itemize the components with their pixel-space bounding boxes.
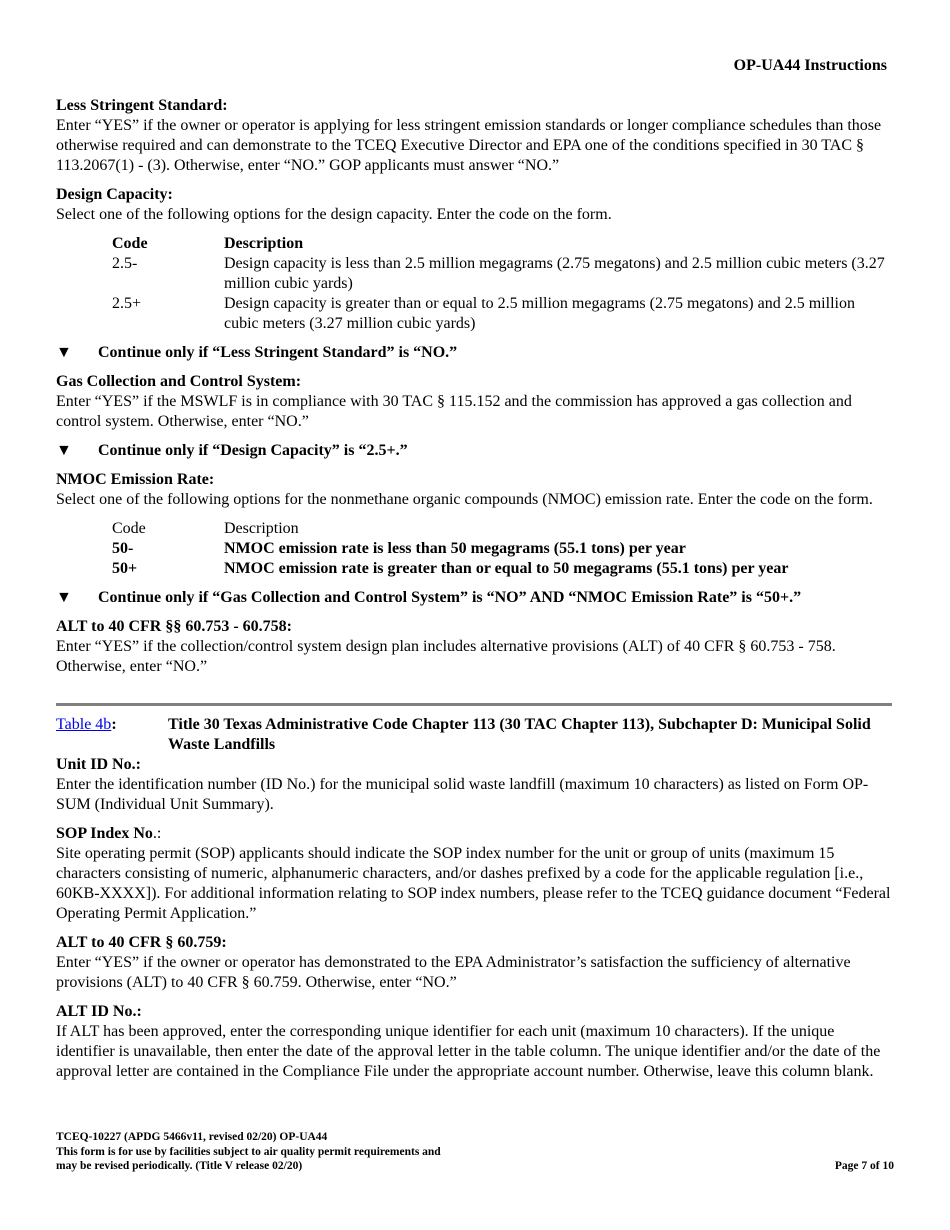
- code-cell: 2.5-: [112, 255, 138, 272]
- section-title: Design Capacity:: [56, 186, 173, 203]
- page-content: [56, 96, 892, 1082]
- section-gas-collection: [56, 372, 892, 432]
- table-header-row: [112, 234, 892, 254]
- table-header-row: [112, 519, 892, 539]
- column-header-description: Description: [224, 235, 304, 252]
- section-body: Site operating permit (SOP) applicants should indicate the SOP index number for the unit or group of units (maximum 15 characters consisting of numeric, alphanumeric characters, and/or dashes prefixed by a code for the applicable regulation [i.e., 60KB-XXXX]). For additional information relating to SOP index numbers, please refer to the TCEQ guidance document “Federal Operating Permit Application.”: [56, 845, 891, 922]
- section-sop-index: [56, 824, 892, 924]
- column-header-code: Code: [112, 235, 148, 252]
- section-body: If ALT has been approved, enter the corresponding unique identifier for each unit (maximum 10 characters). If the unique identifier is unavailable, then enter the date of the approval letter in the table column. The unique identifier and/or the date of the approval letter are contained in the Compliance File under the appropriate account number. Otherwise, leave this column blank.: [56, 1023, 881, 1080]
- column-header-description: Description: [224, 520, 299, 537]
- down-triangle-icon: ▼: [56, 589, 72, 606]
- section-body: Enter “YES” if the MSWLF is in compliance with 30 TAC § 115.152 and the commission has approved a gas collection and control system. Otherwise, enter “NO.”: [56, 393, 852, 430]
- section-body: Select one of the following options for the design capacity. Enter the code on the form.: [56, 206, 612, 223]
- section-body: Enter the identification number (ID No.) for the municipal solid waste landfill (maximum 10 characters) as listed on Form OP-SUM (Individual Unit Summary).: [56, 776, 869, 813]
- table-row: [112, 254, 892, 294]
- section-title: Gas Collection and Control System:: [56, 373, 302, 390]
- down-triangle-icon: ▼: [56, 442, 72, 459]
- section-title: ALT to 40 CFR §§ 60.753 - 60.758:: [56, 618, 293, 635]
- page-footer: [56, 1130, 894, 1174]
- section-body: Enter “YES” if the owner or operator is applying for less stringent emission standards or longer compliance schedules than those otherwise required and can demonstrate to the TCEQ Executive Director and EPA one of the conditions specified in 30 TAC § 113.2067(1) - (3). Otherwise, enter “NO.” GOP applicants must answer “NO.”: [56, 117, 882, 174]
- section-alt-60-759: [56, 933, 892, 993]
- section-body: Select one of the following options for the nonmethane organic compounds (NMOC) emission rate. Enter the code on the form.: [56, 491, 873, 508]
- description-cell: NMOC emission rate is less than 50 megagrams (55.1 tons) per year: [224, 540, 686, 557]
- section-alt-id: [56, 1002, 892, 1082]
- section-title: ALT ID No.:: [56, 1003, 142, 1020]
- section-body: Enter “YES” if the owner or operator has demonstrated to the EPA Administrator’s satisfaction the sufficiency of alternative provisions (ALT) to 40 CFR § 60.759. Otherwise, enter “NO.”: [56, 954, 851, 991]
- section-alt-60-753: [56, 617, 892, 677]
- footer-notice-line: This form is for use by facilities subject to air quality permit requirements and: [56, 1145, 441, 1158]
- section-design-capacity: [56, 185, 892, 334]
- table-4b-link[interactable]: Table 4b: [56, 716, 112, 733]
- table-row: [112, 559, 892, 579]
- down-triangle-icon: ▼: [56, 344, 72, 361]
- table-row: [112, 539, 892, 559]
- footer-form-id: TCEQ-10227 (APDG 5466v11, revised 02/20) OP-UA44: [56, 1131, 328, 1143]
- description-cell: Design capacity is greater than or equal to 2.5 million megagrams (2.75 megatons) and 2.5 million cubic meters (3.27 million cubic yards): [224, 295, 855, 332]
- table-4b-title: Title 30 Texas Administrative Code Chapter 113 (30 TAC Chapter 113), Subchapter D: Municipal Solid Waste Landfills: [168, 716, 871, 753]
- page-header-title: OP-UA44 Instructions: [733, 57, 887, 74]
- table-4b-heading: [56, 715, 892, 755]
- section-unit-id: [56, 755, 892, 815]
- document-page: [56, 0, 892, 1230]
- continue-condition-3: [56, 588, 892, 608]
- condition-text: Continue only if “Design Capacity” is “2.5+.”: [98, 442, 408, 459]
- section-title: NMOC Emission Rate:: [56, 471, 215, 488]
- section-nmoc-emission-rate: [56, 470, 892, 579]
- link-colon: :: [111, 716, 117, 733]
- section-title: ALT to 40 CFR § 60.759:: [56, 934, 227, 951]
- condition-text: Continue only if “Less Stringent Standard” is “NO.”: [98, 344, 458, 361]
- column-header-code: Code: [112, 520, 146, 537]
- code-cell: 50-: [112, 540, 134, 557]
- section-less-stringent: [56, 96, 892, 176]
- table-4b-link-wrapper: [56, 715, 168, 755]
- section-body: Enter “YES” if the collection/control system design plan includes alternative provisions (ALT) of 40 CFR § 60.753 - 758. Otherwise, enter “NO.”: [56, 638, 836, 675]
- description-cell: Design capacity is less than 2.5 million megagrams (2.75 megatons) and 2.5 million cubic meters (3.27 million cubic yards): [224, 255, 885, 292]
- nmoc-code-table: [112, 519, 892, 579]
- sop-title-text: SOP Index No: [56, 825, 153, 842]
- section-title: [56, 824, 892, 844]
- section-title: Less Stringent Standard:: [56, 97, 228, 114]
- design-capacity-code-table: [112, 234, 892, 334]
- sop-title-suffix: .:: [152, 825, 162, 842]
- section-title: Unit ID No.:: [56, 756, 141, 773]
- continue-condition-2: [56, 441, 892, 461]
- footer-notice-line: may be revised periodically. (Title V release 02/20): [56, 1160, 303, 1172]
- description-cell: NMOC emission rate is greater than or equal to 50 megagrams (55.1 tons) per year: [224, 560, 789, 577]
- code-cell: 2.5+: [112, 295, 142, 312]
- code-cell: 50+: [112, 560, 138, 577]
- page-number: Page 7 of 10: [834, 1160, 894, 1172]
- horizontal-divider: [56, 703, 892, 706]
- table-row: [112, 294, 892, 334]
- continue-condition-1: [56, 343, 892, 363]
- condition-text: Continue only if “Gas Collection and Control System” is “NO” AND “NMOC Emission Rate” is “50+.”: [98, 589, 802, 606]
